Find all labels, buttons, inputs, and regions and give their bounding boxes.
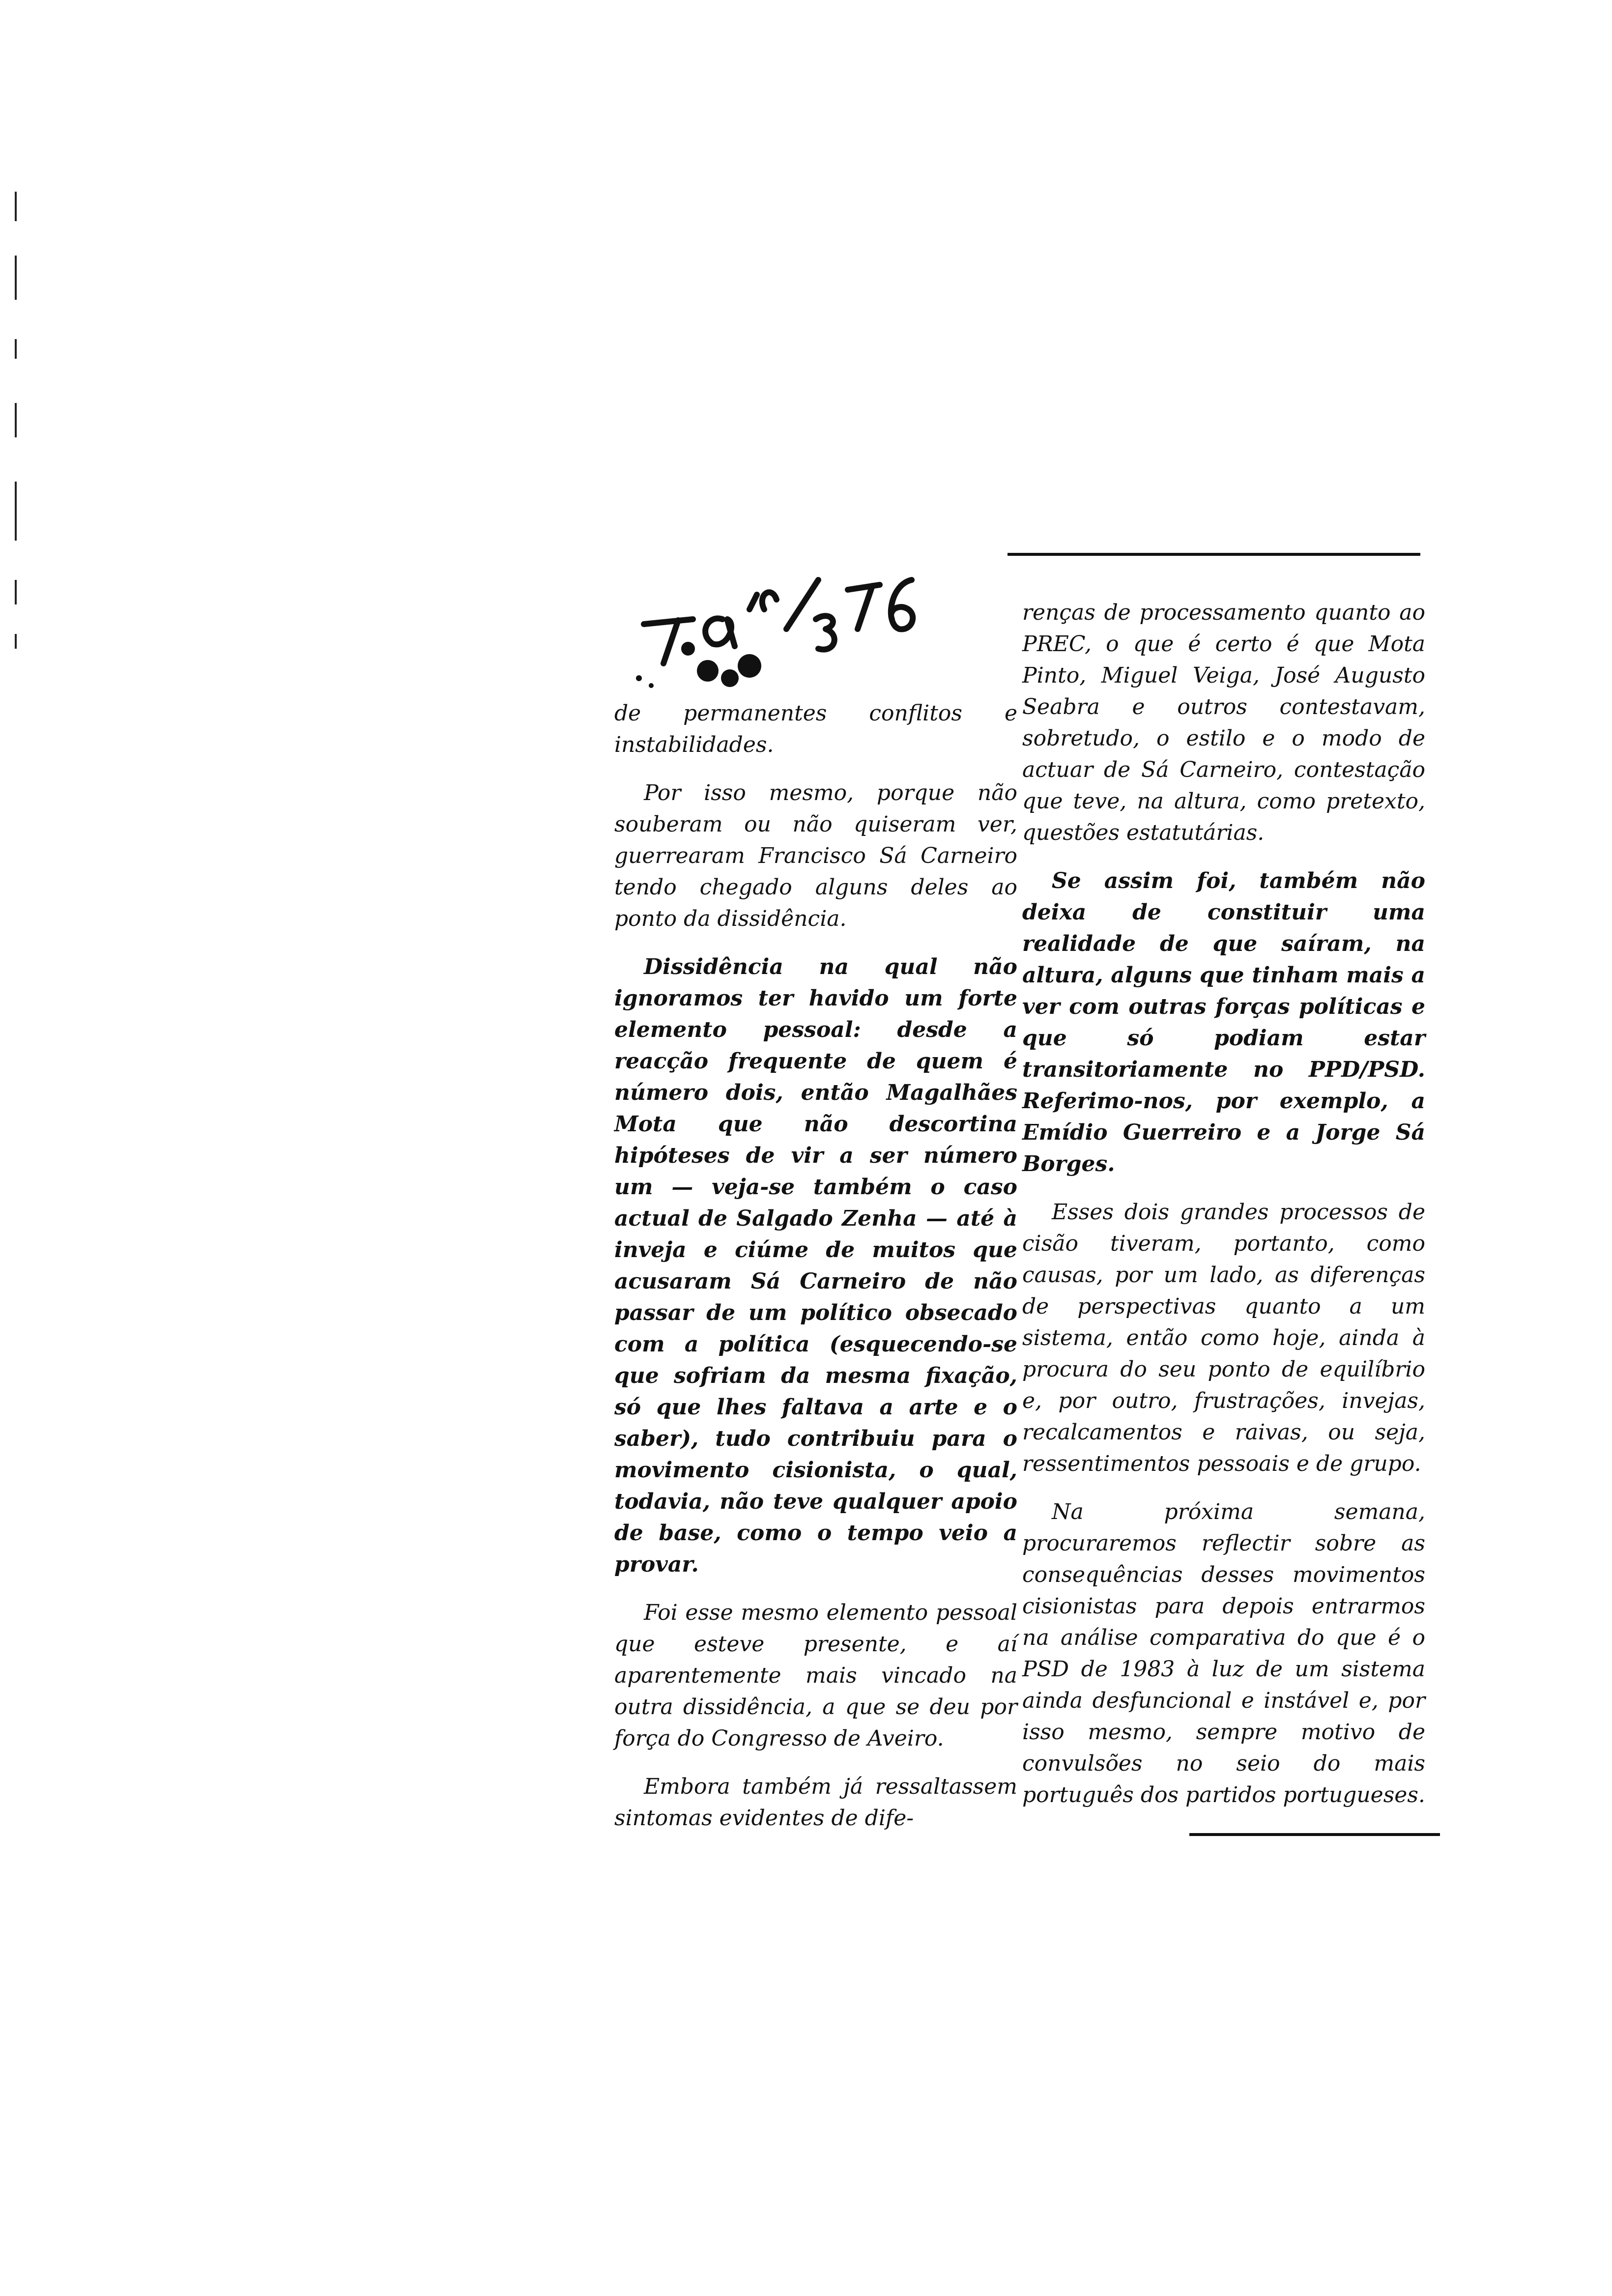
top-rule [1008, 553, 1420, 556]
scan-artifact-1 [15, 192, 17, 221]
paragraph: renças de processamento quanto ao PREC, o que é certo é que Mota Pinto, Miguel Veiga, José Augusto Seabra e outros contestavam, sobretudo, o estilo e o modo de actuar de Sá Carneiro, contestação que teve, na altura, como pretexto, questões estatutárias. [1022, 600, 1425, 845]
paragraph: Se assim foi, também não deixa de constituir uma realidade de que saíram, na altura, alguns que tinham mais a ver com outras forças políticas e que só podiam estar transitoriamente no PPD/PSD. Referimo-nos, por exemplo, a Emídio Guerreiro e a Jorge Sá Borges. [1022, 868, 1425, 1177]
scan-artifact-6 [15, 580, 17, 604]
paragraph: Dissidência na qual não ignoramos ter havido um forte elemento pessoal: desde a reacção frequente de quem é número dois, então Magalhães Mota que não descortina hipóteses de vir a ser número um — veja-se também o caso actual de Salgado Zenha — até à inveja e ciúme de muitos que acusaram Sá Carneiro de não passar de um político obsecado com a política (esquecendo-se que sofriam da mesma fixação, só que lhes faltava a arte e o saber), tudo contribuiu para o movimento cisionista, o qual, todavia, não teve qualquer apoio de base, como o tempo veio a provar. [614, 954, 1017, 1577]
paragraph: Embora também já ressaltassem sintomas evidentes de dife- [614, 1774, 1017, 1831]
scan-artifact-7 [15, 634, 17, 649]
paragraph: Foi esse mesmo elemento pessoal que esteve presente, e aí aparentemente mais vincado na outra dissidência, a que se deu por força do Congresso de Aveiro. [614, 1600, 1017, 1751]
handwritten-date-annotation [624, 565, 929, 693]
scan-artifact-2 [15, 256, 17, 300]
scan-artifact-3 [15, 339, 17, 359]
scan-artifact-4 [15, 403, 17, 437]
bottom-rule [1189, 1833, 1440, 1836]
scan-artifact-5 [15, 482, 17, 541]
paragraph: de permanentes conflitos e instabilidades. [614, 701, 1017, 757]
paragraph: Por isso mesmo, porque não souberam ou não quiseram ver, guerrearam Francisco Sá Carneiro tendo chegado alguns deles ao ponto da dissidência. [614, 780, 1017, 931]
paragraph: Esses dois grandes processos de cisão tiveram, portanto, como causas, por um lado, as diferenças de perspectivas quanto a um sistema, então como hoje, ainda à procura do seu ponto de equilíbrio e, por outro, frustrações, invejas, recalcamentos e raivas, ou seja, ressentimentos pessoais e de grupo. [1022, 1200, 1425, 1476]
paragraph: Na próxima semana, procuraremos reflectir sobre as consequências desses movimentos cisionistas para depois entrarmos na análise comparativa do que é o PSD de 1983 à luz de um sistema ainda desfuncional e instável e, por isso mesmo, sempre motivo de convulsões no seio do mais português dos partidos portugueses. [1022, 1499, 1425, 1808]
article-left-column [614, 698, 1017, 1851]
article-right-column [1022, 597, 1425, 1828]
